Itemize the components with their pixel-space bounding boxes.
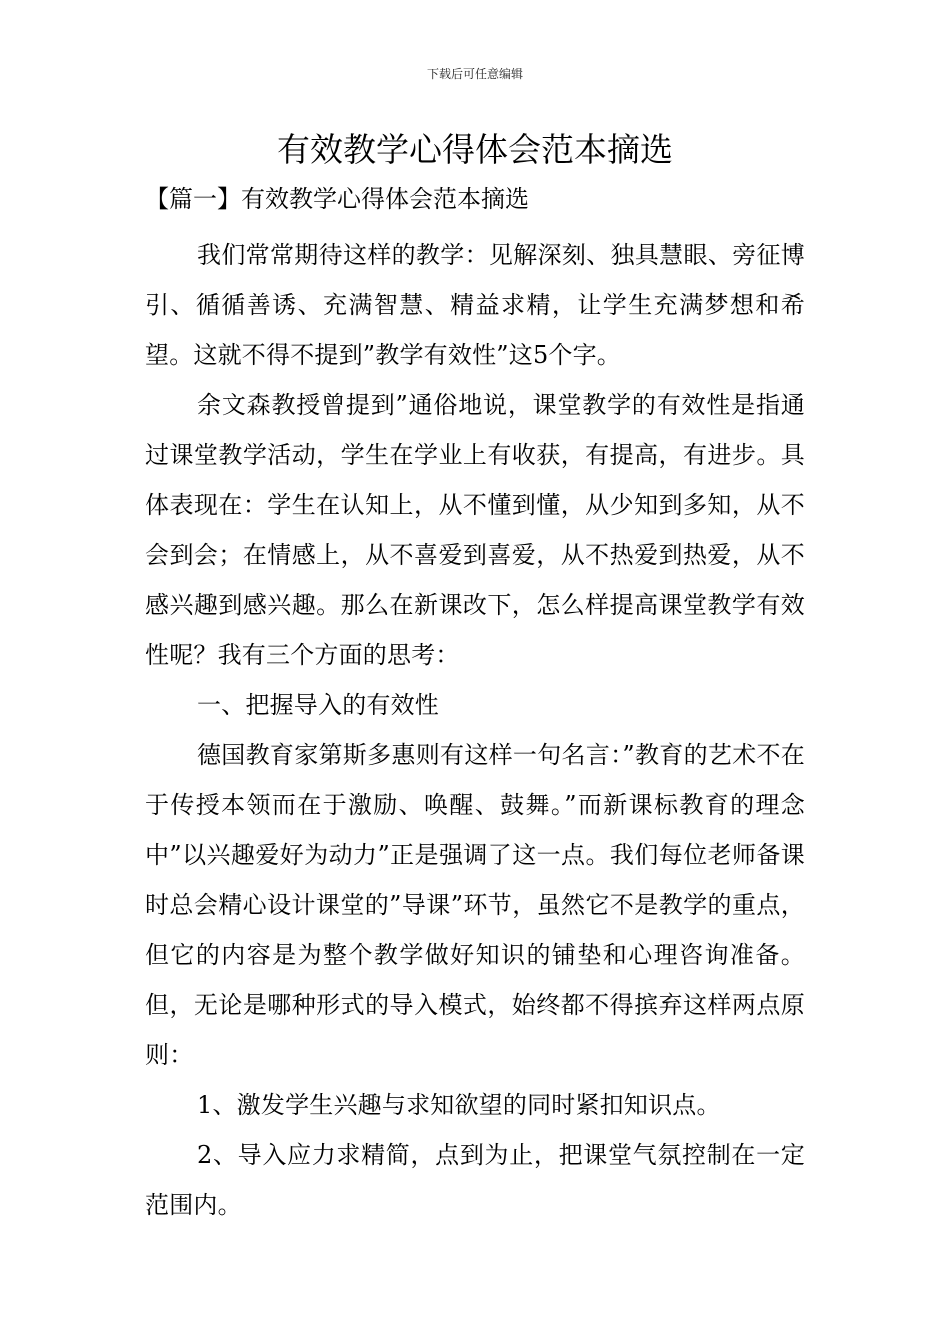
- document-title: 有效教学心得体会范本摘选: [277, 130, 673, 169]
- paragraph-principle-1: 1、激发学生兴趣与求知欲望的同时紧扣知识点。: [197, 1091, 721, 1119]
- header-note: 下载后可任意编辑: [426, 67, 523, 81]
- paragraph-definition: 余文森教授曾提到”通俗地说，课堂教学的有效性是指通过课堂教学活动，学生在学业上有收获，有提高，有进步。具体表现在：学生在认知上，从不懂到懂，从少知到多知，从不会到会；在情感上，从不喜爱到喜爱，从不热爱到热爱，从不感兴趣到感兴趣。那么在新课改下，怎么样提高课堂教学有效性呢？我有三个方面的思考：: [145, 391, 805, 669]
- section-heading: 【篇一】有效教学心得体会范本摘选: [145, 185, 529, 213]
- document-body: [145, 230, 805, 1230]
- paragraph-principle-2: 2、导入应力求精简，点到为止，把课堂气氛控制在一定范围内。: [145, 1141, 805, 1219]
- paragraph-intro: 我们常常期待这样的教学：见解深刻、独具慧眼、旁征博引、循循善诱、充满智慧、精益求精，让学生充满梦想和希望。这就不得不提到”教学有效性”这5个字。: [145, 241, 805, 369]
- paragraph-subheading-1: 一、把握导入的有效性: [197, 691, 439, 719]
- paragraph-quote: 德国教育家第斯多惠则有这样一句名言：”教育的艺术不在于传授本领而在于激励、唤醒、鼓舞。”而新课标教育的理念中”以兴趣爱好为动力”正是强调了这一点。我们每位老师备课时总会精心设计课堂的”导课”环节，虽然它不是教学的重点，但它的内容是为整个教学做好知识的铺垫和心理咨询准备。但，无论是哪种形式的导入模式，始终都不得摈弃这样两点原则：: [145, 741, 805, 1069]
